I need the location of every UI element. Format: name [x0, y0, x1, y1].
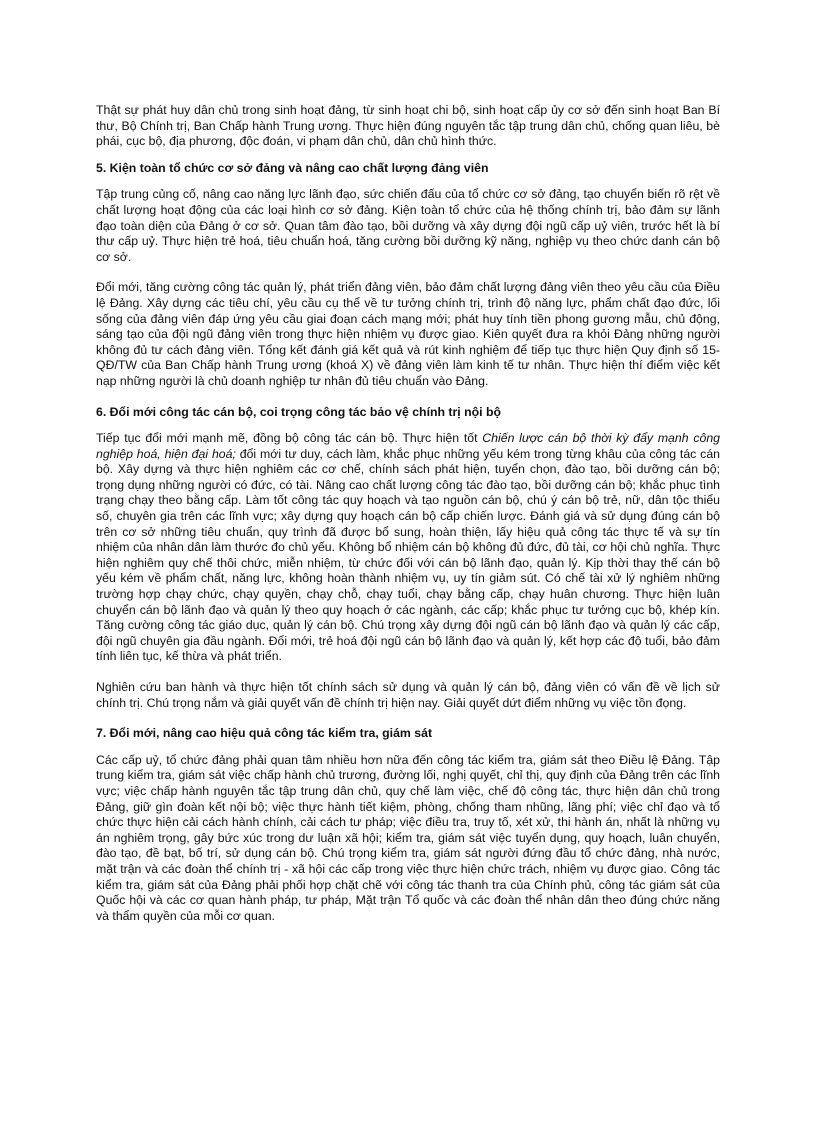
paragraph-7: Các cấp uỷ, tổ chức đảng phải quan tâm nhiều hơn nữa đến công tác kiểm tra, giám sát theo Điều lệ Đảng. Tập trung kiểm tra, giám sát việc chấp hành chủ trương, đường lối, nghị quyết, chỉ thị, quy định của Đảng trên các lĩnh vực; việc chấp hành nguyên tắc tập trung dân chủ, quy chế làm việc, chế độ công tác, thực hiện dân chủ trong Đảng, giữ gìn đoàn kết nội bộ; việc thực hành tiết kiệm, phòng, chống tham nhũng, lãng phí; việc chỉ đạo và tổ chức thực hiện cải cách hành chính, cải cách tư pháp; việc điều tra, truy tố, xét xử, thi hành án, nhất là những vụ án nghiêm trọng, gây bức xúc trong dư luận xã hội; kiểm tra, giám sát việc tuyển dụng, quy hoạch, luân chuyển, đào tạo, đề bạt, bố trí, sử dụng cán bộ. Chú trọng kiểm tra, giám sát người đứng đầu tổ chức đảng, nhà nước, mặt trận và các đoàn thể chính trị - xã hội các cấp trong việc thực hiện chức trách, nhiệm vụ được giao. Công tác kiểm tra, giám sát của Đảng phải phối hợp chặt chẽ với công tác thanh tra của Chính phủ, công tác giám sát của Quốc hội và các cơ quan hành pháp, tư pháp, Mặt trận Tổ quốc và các đoàn thể nhân dân theo đúng chức năng và thẩm quyền của mỗi cơ quan.: [96, 752, 720, 923]
section-5-heading: 5. Kiện toàn tổ chức cơ sở đảng và nâng cao chất lượng đảng viên: [96, 160, 489, 175]
paragraph-6a-italic: Chiến lược cán bộ thời kỳ đẩy mạnh công nghiệp hoá, hiện đại hoá;: [96, 431, 720, 461]
section-7-heading: 7. Đổi mới, nâng cao hiệu quả công tác kiểm tra, giám sát: [96, 726, 433, 741]
paragraph-5b: Đổi mới, tăng cường công tác quản lý, phát triển đảng viên, bảo đảm chất lượng đảng viên theo yêu cầu của Điều lệ Đảng. Xây dựng các tiêu chí, yêu cầu cụ thể về tư tưởng chính trị, trình độ năng lực, phẩm chất đạo đức, lối sống của đảng viên đáp ứng yêu cầu giai đoạn cách mạng mới; phát huy tính tiền phong gương mẫu, chủ động, sáng tạo của đội ngũ đảng viên trong thực hiện nhiệm vụ được giao. Kiên quyết đưa ra khỏi Đảng những người không đủ tư cách đảng viên. Tổng kết đánh giá kết quả và rút kinh nghiệm để tiếp tục thực hiện Quy định số 15-QĐ/TW của Ban Chấp hành Trung ương (khoá X) về đảng viên làm kinh tế tư nhân. Thực hiện thí điểm việc kết nạp những người là chủ doanh nghiệp tư nhân đủ tiêu chuẩn vào Đảng.: [96, 280, 720, 388]
document-page: [96, 103, 720, 939]
paragraph-6a-rest: đổi mới tư duy, cách làm, khắc phục những yếu kém trong từng khâu của công tác cán bộ. Xây dựng và thực hiện nghiêm các cơ chế, chính sách phát hiện, tuyển chọn, đào tạo, bồi dưỡng cán bộ; trọng dụng những người có đức, có tài. Nâng cao chất lượng công tác đào tạo, bồi dưỡng cán bộ; khắc phục tình trạng chạy theo bằng cấp. Làm tốt công tác quy hoạch và tạo nguồn cán bộ, chú ý cán bộ trẻ, nữ, dân tộc thiểu số, chuyên gia trên các lĩnh vực; xây dựng quy hoạch cán bộ cấp chiến lược. Đánh giá và sử dụng đúng cán bộ trên cơ sở những tiêu chuẩn, quy trình đã được bổ sung, hoàn thiện, lấy hiệu quả công tác thực tế và sự tín nhiệm của nhân dân làm thước đo chủ yếu. Không bổ nhiệm cán bộ không đủ đức, đủ tài, cơ hội chủ nghĩa. Thực hiện nghiêm quy chế thôi chức, miễn nhiệm, từ chức đối với cán bộ lãnh đạo, quản lý. Kịp thời thay thế cán bộ yếu kém về phẩm chất, năng lực, không hoàn thành nhiệm vụ, uy tín giảm sút. Có chế tài xử lý nghiêm những trường hợp chạy chức, chạy quyền, chạy chỗ, chạy tuổi, chạy bằng cấp, chạy huân chương. Thực hiện luân chuyển cán bộ lãnh đạo và quản lý theo quy hoạch ở các ngành, các cấp; khắc phục tư tưởng cục bộ, khép kín. Tăng cường công tác giáo dục, quản lý cán bộ. Chú trọng xây dựng đội ngũ cán bộ lãnh đạo và quản lý các cấp, đội ngũ chuyên gia đầu ngành. Đổi mới, trẻ hoá đội ngũ cán bộ lãnh đạo và quản lý, kết hợp các độ tuổi, bảo đảm tính liên tục, kế thừa và phát triển.: [96, 446, 720, 664]
paragraph-5a: Tập trung củng cố, nâng cao năng lực lãnh đạo, sức chiến đấu của tổ chức cơ sở đảng, tạo chuyển biến rõ rệt về chất lượng hoạt động của các loại hình cơ sở đảng. Kiện toàn tổ chức của hệ thống chính trị, bảo đảm sự lãnh đạo toàn diện của Đảng ở cơ sở. Quan tâm đào tạo, bồi dưỡng và xây dựng đội ngũ cấp uỷ viên, trước hết là bí thư cấp uỷ. Thực hiện trẻ hoá, tiêu chuẩn hoá, tăng cường bồi dưỡng kỹ năng, nghiệp vụ theo chức danh cán bộ cơ sở.: [96, 187, 720, 264]
paragraph-6a-lead: Tiếp tục đổi mới mạnh mẽ, đồng bộ công tác cán bộ. Thực hiện tốt: [96, 431, 483, 446]
section-6-heading: 6. Đổi mới công tác cán bộ, coi trọng công tác bảo vệ chính trị nội bộ: [96, 404, 502, 419]
paragraph-democracy: Thật sự phát huy dân chủ trong sinh hoạt đảng, từ sinh hoạt chi bộ, sinh hoạt cấp ủy cơ sở đến sinh hoạt Ban Bí thư, Bộ Chính trị, Ban Chấp hành Trung ương. Thực hiện đúng nguyên tắc tập trung dân chủ, chống quan liêu, bè phái, cục bộ, địa phương, độc đoán, vi phạm dân chủ, dân chủ hình thức.: [96, 103, 720, 149]
paragraph-6a: [96, 431, 720, 665]
paragraph-6b: Nghiên cứu ban hành và thực hiện tốt chính sách sử dụng và quản lý cán bộ, đảng viên có vấn đề về lịch sử chính trị. Chú trọng nắm và giải quyết vấn đề chính trị hiện nay. Giải quyết dứt điểm những vụ việc tồn đọng.: [96, 680, 720, 710]
